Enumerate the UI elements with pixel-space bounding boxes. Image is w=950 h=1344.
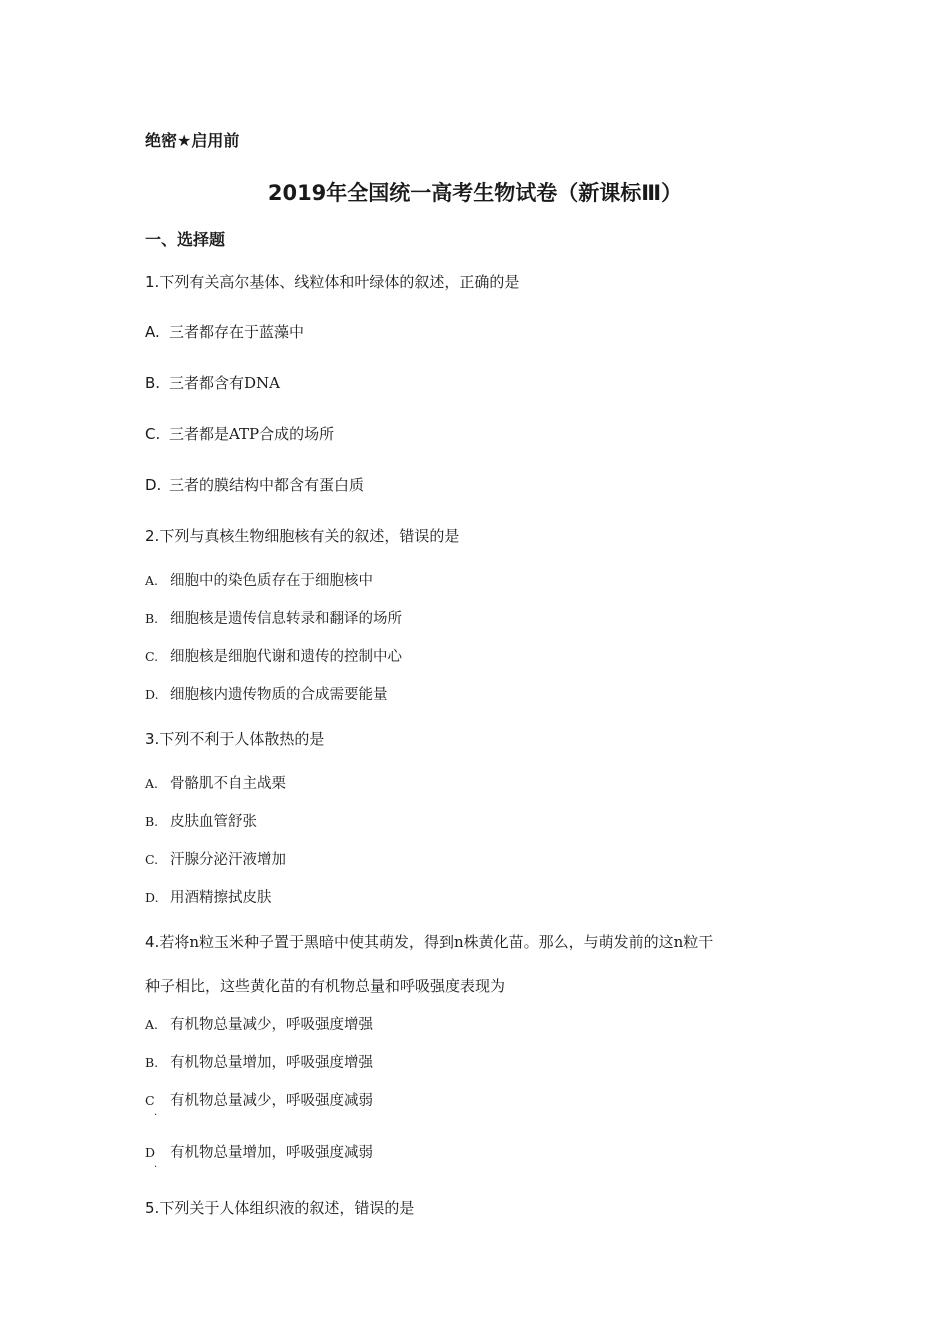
q3-option-a[interactable] [145, 772, 286, 793]
option-letter: B. [145, 814, 159, 829]
q1-option-c[interactable] [145, 423, 334, 444]
question-number: 3. [145, 730, 160, 748]
q2-option-c[interactable] [145, 645, 402, 666]
q2-option-a[interactable] [145, 569, 373, 590]
option-text: 三者都存在于蓝藻中 [169, 323, 305, 341]
q3-option-c[interactable] [145, 848, 286, 869]
option-text: 三者都含有DNA [169, 374, 280, 392]
option-text: 有机物总量增加，呼吸强度增强 [170, 1055, 373, 1071]
option-letter: A. [145, 573, 159, 588]
option-letter: D. [145, 687, 159, 702]
question-text: 下列有关高尔基体、线粒体和叶绿体的叙述，正确的是 [159, 273, 520, 291]
option-text: 细胞核内遗传物质的合成需要能量 [170, 687, 388, 703]
option-text: 有机物总量减少，呼吸强度增强 [170, 1017, 373, 1033]
option-letter: B. [145, 1055, 159, 1070]
q4-option-a[interactable] [145, 1013, 373, 1034]
q4-option-c-dot: . [154, 1107, 158, 1118]
q1-option-a[interactable] [145, 321, 304, 342]
question-number: 2. [145, 527, 160, 545]
option-text: 有机物总量增加，呼吸强度减弱 [170, 1145, 373, 1161]
option-text: 用酒精擦拭皮肤 [170, 890, 272, 906]
option-text: 三者的膜结构中都含有蛋白质 [169, 476, 365, 494]
q4-option-d[interactable] [145, 1141, 373, 1162]
option-letter: C. [145, 649, 159, 664]
question-2 [145, 525, 459, 546]
option-text: 皮肤血管舒张 [170, 814, 257, 830]
option-letter: D. [145, 890, 159, 905]
question-number: 5. [145, 1199, 160, 1217]
secret-label: 绝密★启用前 [145, 131, 240, 150]
q4-option-b[interactable] [145, 1051, 373, 1072]
option-text: 细胞核是遗传信息转录和翻译的场所 [170, 611, 402, 627]
option-letter: D [145, 1145, 156, 1160]
option-text: 细胞核是细胞代谢和遗传的控制中心 [170, 649, 402, 665]
option-text: 汗腺分泌汗液增加 [170, 852, 286, 868]
option-letter: A. [145, 776, 159, 791]
section-heading: 一、选择题 [145, 230, 226, 249]
question-text: 下列不利于人体散热的是 [159, 730, 325, 748]
option-text: 三者都是ATP合成的场所 [169, 425, 335, 443]
question-4-continued: 种子相比，这些黄化苗的有机物总量和呼吸强度表现为 [145, 977, 506, 995]
question-5 [145, 1197, 414, 1218]
q1-option-d[interactable] [145, 474, 364, 495]
option-letter: C. [145, 425, 161, 443]
option-letter: D. [145, 476, 162, 494]
question-number: 1. [145, 273, 160, 291]
q4-option-c[interactable] [145, 1089, 373, 1110]
question-text: 下列关于人体组织液的叙述，错误的是 [159, 1199, 415, 1217]
q4-option-d-dot: . [154, 1159, 158, 1170]
option-text: 骨骼肌不自主战栗 [170, 776, 286, 792]
option-letter: B. [145, 374, 161, 392]
question-text: 下列与真核生物细胞核有关的叙述，错误的是 [159, 527, 460, 545]
question-number: 4. [145, 933, 160, 951]
q3-option-b[interactable] [145, 810, 257, 831]
option-letter: C. [145, 852, 159, 867]
option-letter: A. [145, 1017, 159, 1032]
q2-option-d[interactable] [145, 683, 388, 704]
question-text-line-1: 若将n粒玉米种子置于黑暗中使其萌发，得到n株黄化苗。那么，与萌发前的这n粒干 [159, 933, 714, 951]
q2-option-b[interactable] [145, 607, 402, 628]
option-text: 细胞中的染色质存在于细胞核中 [170, 573, 373, 589]
page-title: 2019年全国统一高考生物试卷（新课标Ⅲ） [267, 181, 683, 205]
option-letter: B. [145, 611, 159, 626]
question-1 [145, 271, 519, 292]
option-text: 有机物总量减少，呼吸强度减弱 [170, 1093, 373, 1109]
q3-option-d[interactable] [145, 886, 272, 907]
question-4 [145, 931, 713, 952]
option-letter: C [145, 1093, 155, 1108]
q1-option-b[interactable] [145, 372, 280, 393]
option-letter: A. [145, 323, 160, 341]
question-3 [145, 728, 324, 749]
